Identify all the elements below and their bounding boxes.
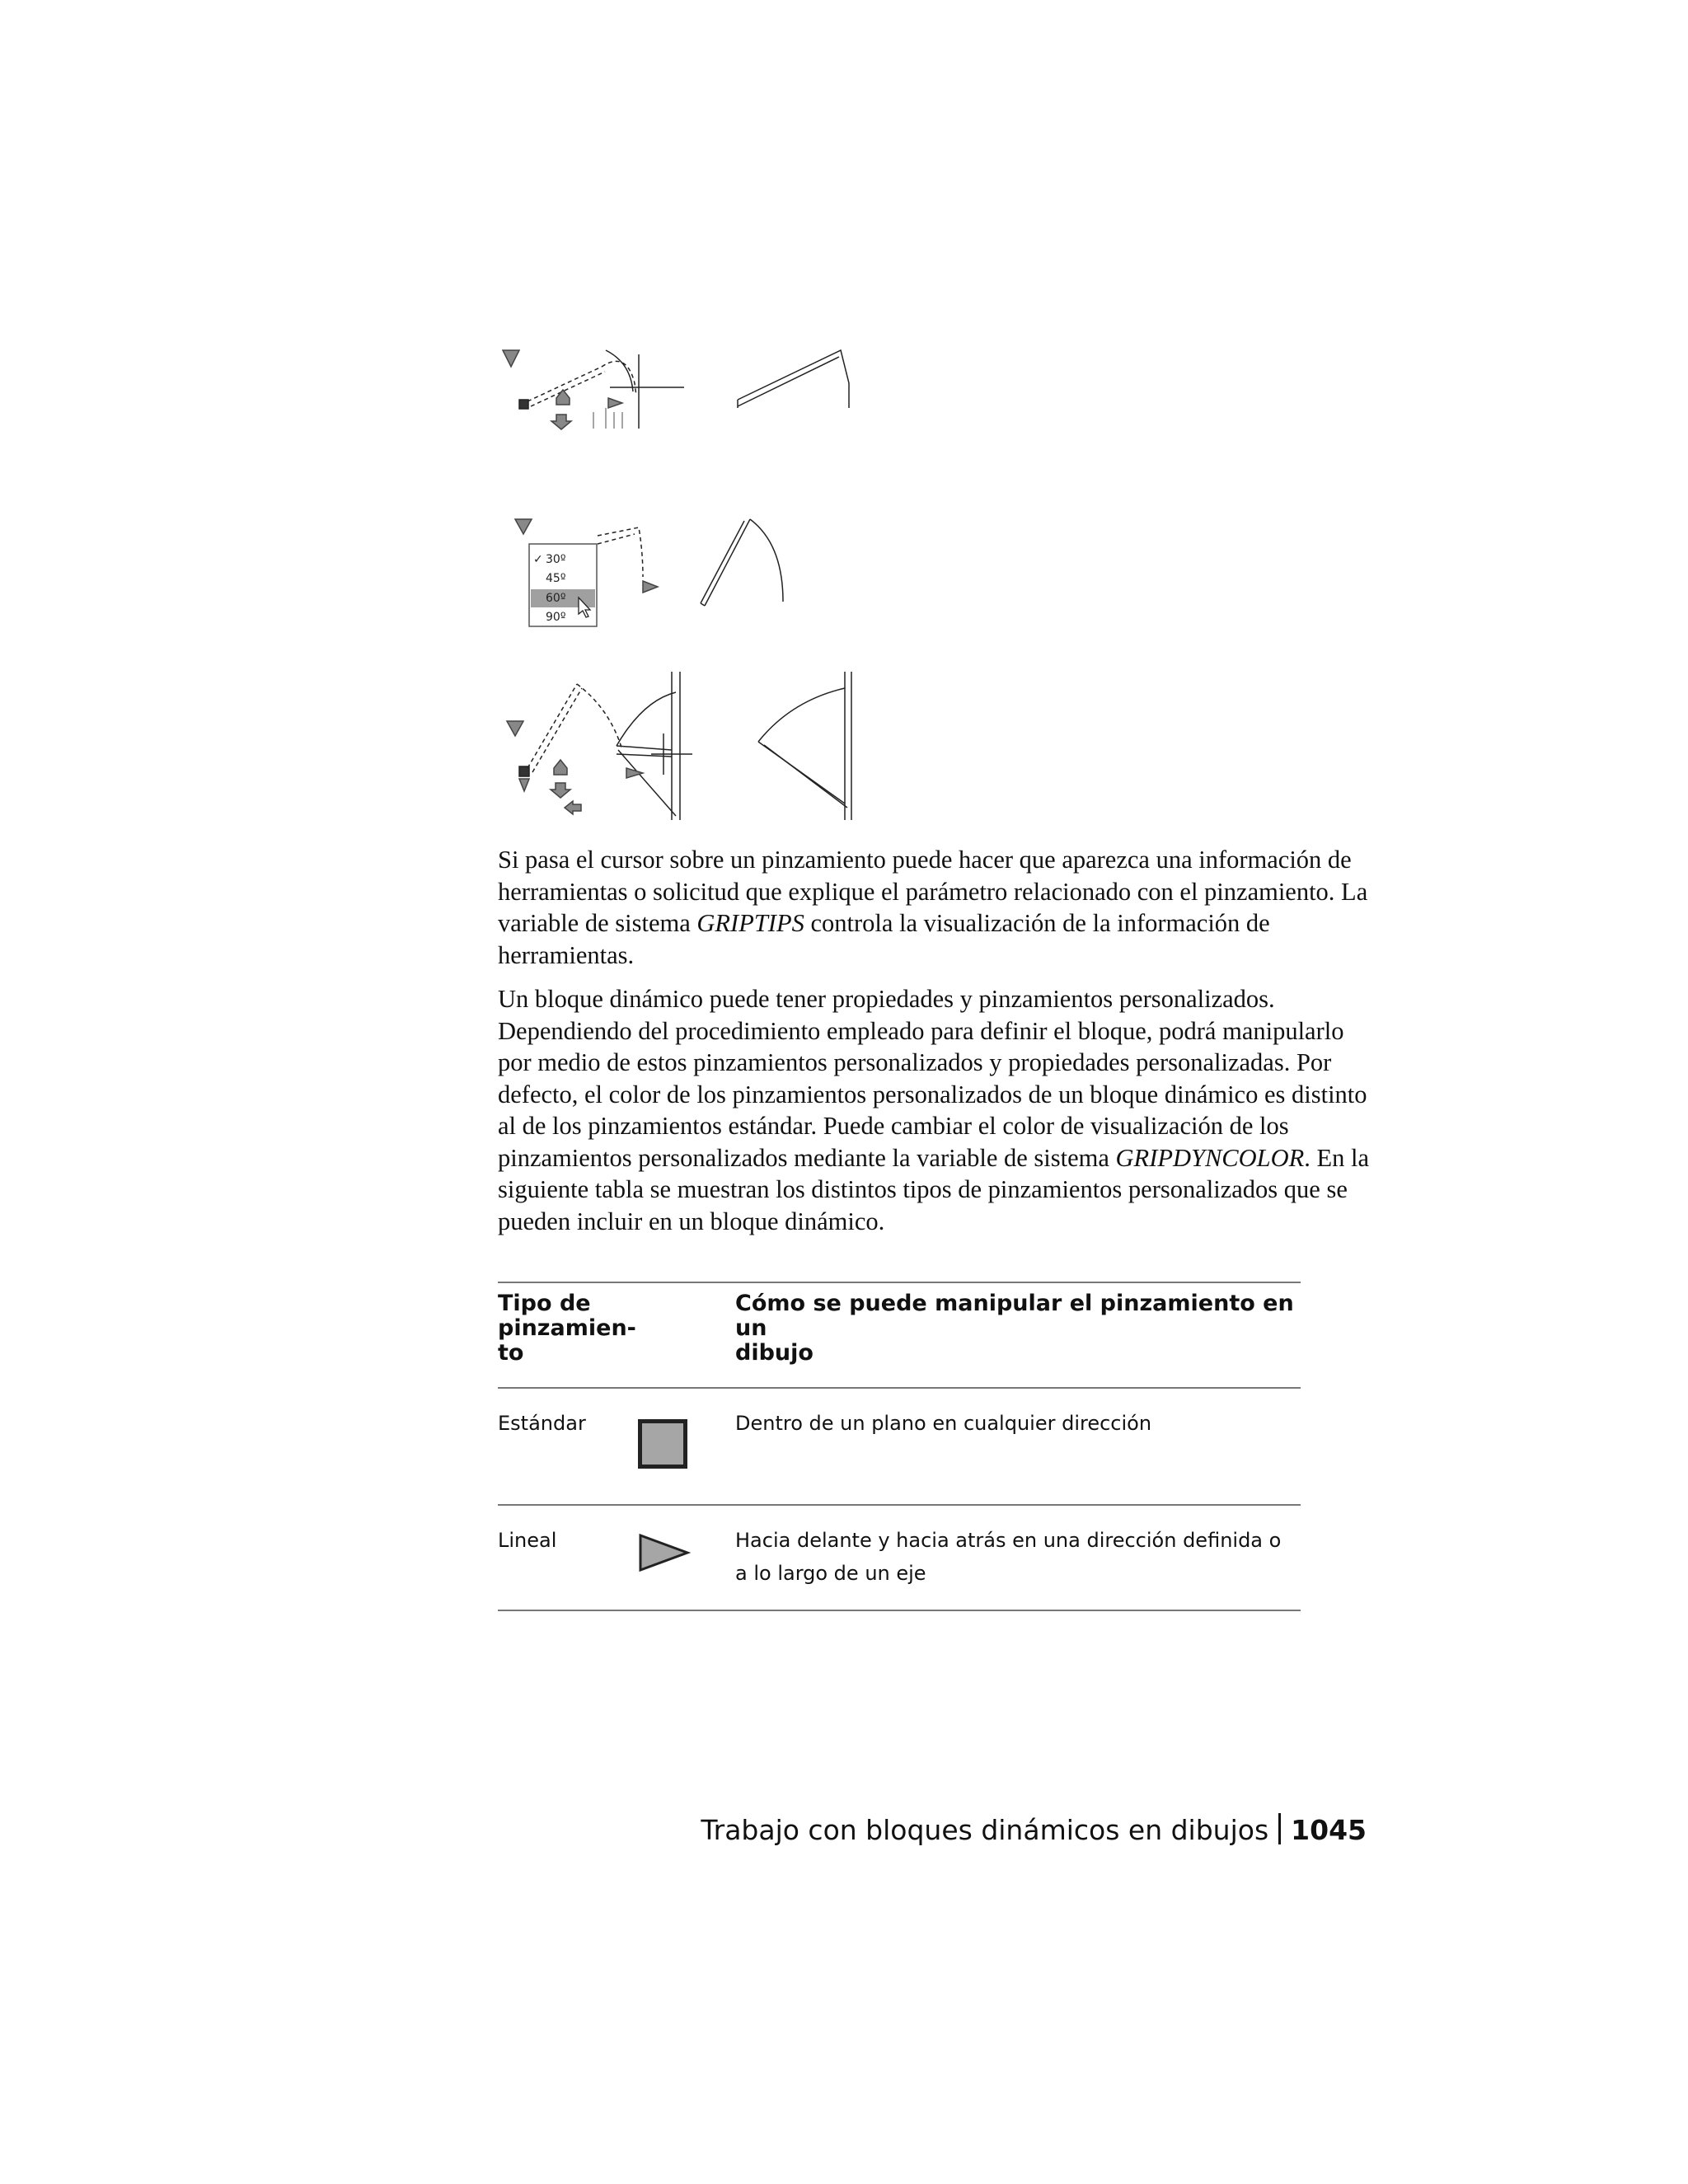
table-cell-type: Estándar	[498, 1412, 586, 1435]
menu-option[interactable]: 45º	[546, 572, 566, 585]
table-bottom-rule	[498, 1610, 1301, 1611]
page-footer	[701, 1813, 1367, 1846]
figure-door-flip-step1	[486, 334, 898, 433]
system-variable: GRIPTIPS	[696, 909, 804, 937]
lookup-grip-icon	[507, 721, 523, 736]
figure-door-angle-menu	[486, 511, 898, 643]
flip-grip-icon	[556, 390, 570, 405]
table-top-rule	[498, 1282, 1301, 1283]
linear-grip-icon	[643, 581, 658, 593]
chapter-title: Trabajo con bloques dinámicos en dibujos	[701, 1814, 1269, 1846]
checkmark-icon: ✓	[533, 553, 543, 566]
table-header-rule	[498, 1387, 1301, 1389]
table-header-type: Tipo de pinzamien- to	[498, 1291, 636, 1366]
menu-option[interactable]: 60º	[546, 592, 566, 605]
square-grip-icon	[519, 400, 528, 409]
paragraph-custom-grips: Un bloque dinámico puede tener propiedades y pinzamientos personalizados. Dependiendo del procedimiento empleado para definir el bloque, podrá manipularlo por medio de estos pinzamientos personalizados y propiedades personalizadas. Por defecto, el color de los pinzamientos personalizados de un bloque dinámico es distinto al de los pinzamientos estándar. Puede cambiar el color de visualización de los pinzamientos personalizados mediante la variable de sistema GRIPDYNCOLOR. En la siguiente tabla se muestran los distintos tipos de pinzamientos personalizados que se pueden incluir en un bloque dinámico.	[498, 985, 1370, 1235]
menu-option[interactable]: 30º	[546, 553, 566, 566]
square-grip-icon	[638, 1419, 687, 1469]
table-row-rule	[498, 1504, 1301, 1506]
lookup-grip-icon	[503, 350, 519, 367]
table-cell-desc: Dentro de un plano en cualquier dirección	[735, 1412, 1152, 1435]
figure-door-flip-step3	[486, 668, 898, 824]
flip-grip-icon	[554, 760, 567, 775]
linear-grip-icon	[638, 1533, 691, 1572]
paragraph-griptips: Si pasa el cursor sobre un pinzamiento puede hacer que aparezca una información de herramientas o solicitud que explique el parámetro relacionado con el pinzamiento. La variable de sistema GRIPTIPS controla la visualización de la información de herramientas.	[498, 846, 1368, 969]
footer-separator	[1278, 1813, 1281, 1844]
table-header-how: Cómo se puede manipular el pinzamiento en un dibujo	[735, 1291, 1294, 1366]
table-cell-type: Lineal	[498, 1529, 557, 1552]
menu-option[interactable]: 90º	[546, 611, 566, 624]
page-number: 1045	[1291, 1814, 1367, 1846]
system-variable: GRIPDYNCOLOR	[1115, 1143, 1305, 1172]
linear-grip-icon	[608, 398, 622, 408]
flip-arrow-icon	[551, 415, 571, 429]
table-cell-desc: Hacia delante y hacia atrás en una dirección definida o a lo largo de un eje	[735, 1529, 1282, 1585]
flip-arrow-icon	[551, 783, 570, 798]
lookup-grip-icon	[515, 519, 532, 534]
